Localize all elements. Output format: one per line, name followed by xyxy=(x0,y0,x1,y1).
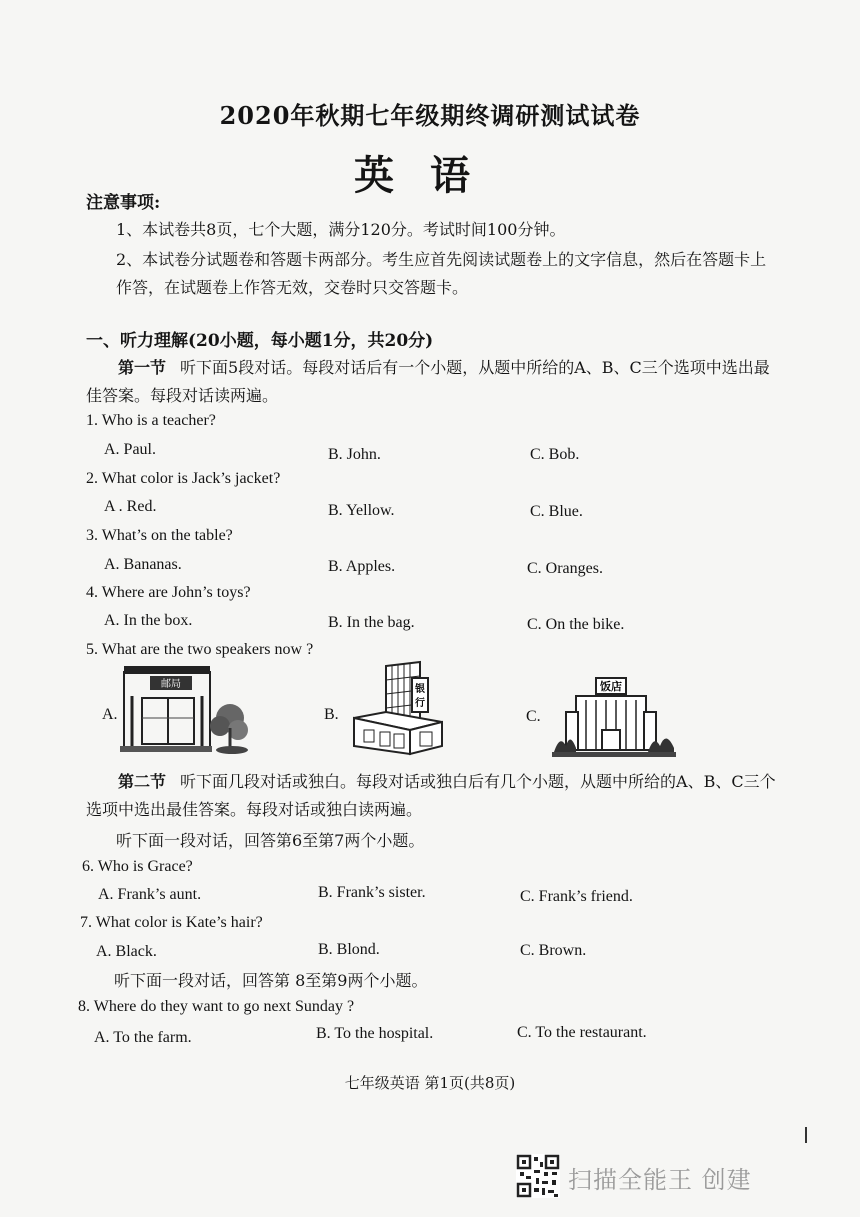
qr-code-icon xyxy=(516,1154,560,1198)
part2-label: 第二节 xyxy=(118,772,167,791)
bank-sign: 银 xyxy=(415,684,425,695)
margin-mark xyxy=(805,1127,807,1143)
q5-option-a: A. xyxy=(102,706,118,723)
q7-option-a: A. Black. xyxy=(96,943,157,960)
scanner-watermark: 扫描全能王 创建 xyxy=(568,1166,752,1194)
q5-option-c: C. xyxy=(526,708,541,725)
q2-option-a: A . Red. xyxy=(104,498,157,515)
notice-item-1: 1、本试卷共8页，七个大题，满分120分。考试时间100分钟。 xyxy=(116,220,566,239)
q8-option-c: C. To the restaurant. xyxy=(517,1024,647,1041)
part1-text: 听下面5段对话。每段对话后有一个小题，从题中所给的A、B、C三个选项中选出最佳答案。每段对话读两遍。 xyxy=(86,358,770,405)
notice-item-2: 2、本试卷分试题卷和答题卡两部分。考生应首先阅读试题卷上的文字信息，然后在答题卡上作答，在试题卷上作答无效，交卷时只交答题卡。 xyxy=(116,250,767,297)
notice-title: 注意事项: xyxy=(86,193,161,213)
q3-option-c: C. Oranges. xyxy=(527,560,603,577)
listen-instruction-8-9: 听下面一段对话，回答第 8至第9两个小题。 xyxy=(114,971,428,990)
q2-option-b: B. Yellow. xyxy=(328,502,395,519)
exam-title: 2020年秋期七年级期终调研测试试卷 xyxy=(219,101,641,130)
restaurant-picture xyxy=(552,672,676,758)
post-office-sign: 邮局 xyxy=(161,679,181,690)
q7-option-b: B. Blond. xyxy=(318,941,380,958)
q1-option-b: B. John. xyxy=(328,446,381,463)
q3-option-b: B. Apples. xyxy=(328,558,396,575)
bank-picture xyxy=(350,660,446,756)
bank-sign-2: 行 xyxy=(415,698,425,709)
q7-option-c: C. Brown. xyxy=(520,942,587,959)
part2-intro xyxy=(86,768,776,824)
part1-label: 第一节 xyxy=(118,358,167,377)
question-5: 5. What are the two speakers now ? xyxy=(86,641,314,658)
q6-option-a: A. Frank’s aunt. xyxy=(98,886,202,903)
q8-option-a: A. To the farm. xyxy=(94,1029,192,1046)
question-1: 1. Who is a teacher? xyxy=(86,412,216,429)
page-footer: 七年级英语 第1页(共8页) xyxy=(344,1074,516,1092)
listen-instruction-6-7: 听下面一段对话，回答第6至第7两个小题。 xyxy=(116,831,425,850)
post-office-picture xyxy=(120,666,250,758)
question-8: 8. Where do they want to go next Sunday ? xyxy=(78,998,355,1015)
part2-text: 听下面几段对话或独白。每段对话或独白后有几个小题，从题中所给的A、B、C三个选项中选出最佳答案。每段对话或独白读两遍。 xyxy=(86,772,776,819)
q4-option-a: A. In the box. xyxy=(104,612,193,629)
q5-option-b: B. xyxy=(324,706,339,723)
section-heading: 一、听力理解(20小题，每小题1分，共20分) xyxy=(86,331,434,351)
question-3: 3. What’s on the table? xyxy=(86,527,233,544)
restaurant-sign: 饭店 xyxy=(600,680,622,693)
q6-option-b: B. Frank’s sister. xyxy=(318,884,426,901)
subject-title: 英语 xyxy=(354,152,506,199)
q1-option-a: A. Paul. xyxy=(104,441,156,458)
part1-intro xyxy=(86,354,776,410)
question-2: 2. What color is Jack’s jacket? xyxy=(86,470,281,487)
q6-option-c: C. Frank’s friend. xyxy=(520,888,633,905)
q4-option-c: C. On the bike. xyxy=(527,616,625,633)
question-4: 4. Where are John’s toys? xyxy=(86,584,251,601)
question-7: 7. What color is Kate’s hair? xyxy=(80,914,263,931)
q1-option-c: C. Bob. xyxy=(530,446,580,463)
q4-option-b: B. In the bag. xyxy=(328,614,415,631)
q3-option-a: A. Bananas. xyxy=(104,556,182,573)
question-6: 6. Who is Grace? xyxy=(82,858,193,875)
q8-option-b: B. To the hospital. xyxy=(316,1025,434,1042)
q2-option-c: C. Blue. xyxy=(530,503,583,520)
